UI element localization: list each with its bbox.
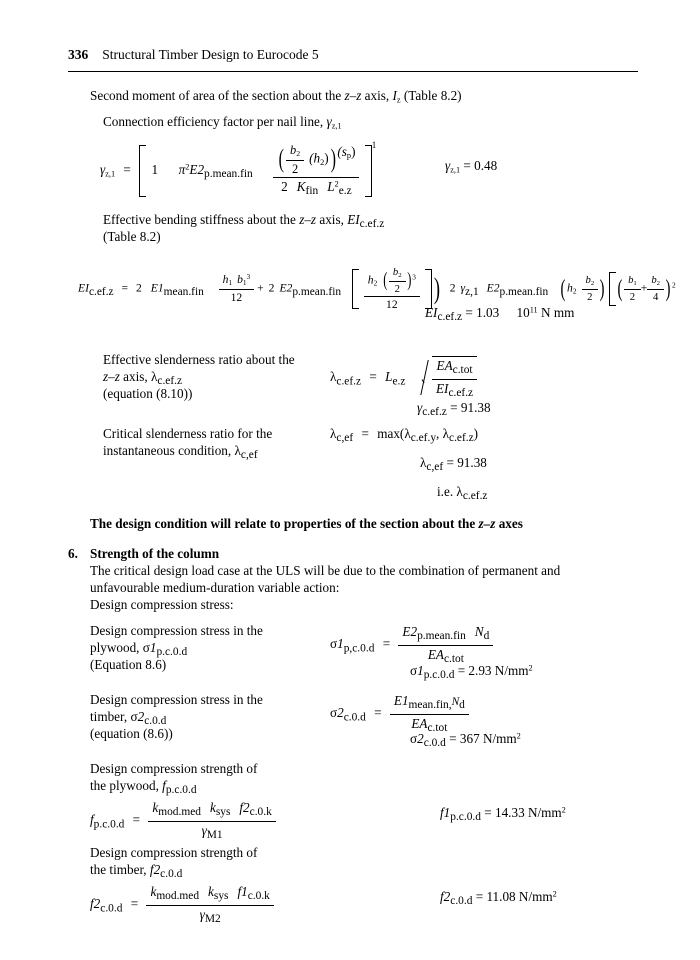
- right-bracket: [365, 145, 372, 197]
- second-moment-line: Second moment of area of the section about the z–z axis, $I_z$ (Table 8.2): [90, 88, 462, 105]
- section-para-line3: Design compression stress:: [90, 597, 234, 612]
- running-title: Structural Timber Design to Eurocode 5: [102, 47, 319, 62]
- section-para-line1: The critical design load case at the ULS will be due to the combination of permanent and: [90, 563, 561, 578]
- left-bracket: [139, 145, 146, 197]
- timber-stress-result: $\sigma 2_{c.0.d} = 367$ $N/mm^2$: [410, 731, 521, 750]
- bending-stiffness-result: $EI_{c.ef.z} = 1.03$ $10^{11}$ N mm: [425, 305, 575, 324]
- slenderness-result: $\gamma_{c.ef.z} = 91.38$: [417, 400, 491, 419]
- efficiency-fraction: ( $\frac{b_2}{2}$ $(h_2)$) $(s_p)$ 2 $K_{fin}$ $L^2_{e.z}$: [273, 143, 359, 199]
- section-number: 6.: [68, 546, 78, 561]
- timber-stress-label-line1: Design compression stress in the: [90, 692, 263, 707]
- section-heading: Strength of the column: [90, 546, 220, 561]
- plywood-strength-equation: $f_{p.c.0.d}$ = $\frac{k_{mod.med} k_{sys} f2_{c.0.k}}{\gamma_{M1}}$: [90, 800, 276, 842]
- bracket-exponent: 1: [371, 140, 377, 150]
- plywood-strength-label-line1: Design compression strength of: [90, 761, 258, 776]
- critical-slenderness-result: $\lambda_{c,ef} = 91.38$: [420, 455, 487, 474]
- connection-efficiency-label: Connection efficiency factor per nail line, $\gamma_{z,1}$: [103, 114, 342, 131]
- timber-stress-label-line2: timber, $\sigma 2_{c.0.d}$: [90, 709, 167, 728]
- critical-slenderness-label-line2: instantaneous condition, $\lambda_{c,ef}$: [103, 443, 258, 462]
- bending-stiffness-label: Effective bending stiffness about the z–z axis, $EI_{c.ef.z}$: [103, 212, 385, 231]
- page-number: 336: [68, 47, 89, 62]
- design-condition-statement: The design condition will relate to properties of the section about the z–z axes: [90, 516, 523, 531]
- plywood-stress-label-line1: Design compression stress in the: [90, 623, 263, 638]
- timber-strength-label-line1: Design compression strength of: [90, 845, 258, 860]
- critical-slenderness-label-line1: Critical slenderness ratio for the: [103, 426, 273, 441]
- axis-label-zz: z–z: [344, 88, 362, 103]
- plywood-strength-result: $f1_{p.c.0.d} = 14.33$ $N/mm^2$: [440, 805, 566, 824]
- plywood-stress-label-line2: plywood, $\sigma 1_{p.c.0.d}$: [90, 640, 188, 659]
- connection-efficiency-result: $\gamma_{z,1} = 0.48$: [445, 158, 498, 175]
- plywood-strength-label-line2: the plywood, $f_{p.c.0.d}$: [90, 778, 197, 797]
- timber-stress-equation-ref: (equation (8.6)): [90, 726, 173, 741]
- critical-slenderness-note: i.e. $\lambda_{c.ef.z}$: [437, 484, 488, 503]
- timber-strength-equation: $f2_{c.0.d}$ = $\frac{k_{mod.med} k_{sys} f1_{c.0.k}}{\gamma_{M2}}$: [90, 884, 274, 926]
- critical-slenderness-equation: $\lambda_{c,ef} = \max(\lambda_{c.ef.y}$, $\lambda_{c.ef.z}$): [330, 426, 479, 445]
- connection-efficiency-equation: $\gamma_{z,1} = 1$ $\pi^2E2_{p.mean.fin}$ ( $\frac{b_2}{2}$ $(h_2)$) $(s_p)$ 2 $K_{fin}$ $L^2_{e.z}$ $^1$: [100, 140, 377, 198]
- timber-stress-equation: $\sigma 2_{c.0.d}$ = $\frac{E1_{mean.fin,}N_d}{EA_{c.tot}}$: [330, 693, 469, 735]
- plywood-stress-equation-ref: (Equation 8.6): [90, 657, 167, 672]
- sqrt-symbol: $\frac{EA_{c.tot}}{EI_{c.ef.z}}$: [421, 356, 477, 400]
- plywood-stress-equation: $\sigma 1_{p,c.0.d}$ = $\frac{E2_{p.mean.fin} N_d}{EA_{c.tot}}$: [330, 624, 493, 666]
- slenderness-label-line2: z–z axis, $\lambda_{c.ef.z}$: [103, 369, 183, 388]
- timber-strength-label-line2: the timber, $f2_{c.0.d}$: [90, 862, 183, 881]
- header-rule: [68, 71, 638, 72]
- left-bracket-2: [352, 269, 359, 309]
- section-para-line2: unfavourable medium-duration variable action:: [90, 580, 340, 595]
- slenderness-label-line1: Effective slenderness ratio about the: [103, 352, 295, 367]
- running-head: [68, 47, 638, 63]
- timber-strength-result: $f2_{c.0.d} = 11.08$ $N/mm^2$: [440, 889, 557, 908]
- plywood-stress-result: $\sigma 1_{p.c.0.d} = 2.93$ $N/mm^2$: [410, 663, 533, 682]
- bending-stiffness-equation: $EI_{c.ef.z} = 2$ $E1_{mean.fin}$ $\frac{h_1 b_1^3}{12}$ + 2 $E2_{p.mean.fin}$ $h_2$ ( $\frac{b_2}{2}$ )$^3$ 12 ) 2 $\gamma_{z,1}$ $E2_{p.mean.fin}$ ( $h_2$ $\frac{b_2}{2}$ ) ( $\frac{b_1}{2}$ + $\frac{b_2}{4}$ ) $^2$: [78, 266, 676, 312]
- right-bracket-2: [425, 269, 432, 309]
- slenderness-equation-ref: (equation (8.10)): [103, 386, 193, 401]
- left-bracket-3: [609, 272, 616, 306]
- bending-stiffness-table-ref: (Table 8.2): [103, 229, 161, 244]
- slenderness-equation: $\lambda_{c.ef.z} = L_{e.z}$ $\frac{EA_{c.tot}}{EI_{c.ef.z}}$: [330, 356, 477, 400]
